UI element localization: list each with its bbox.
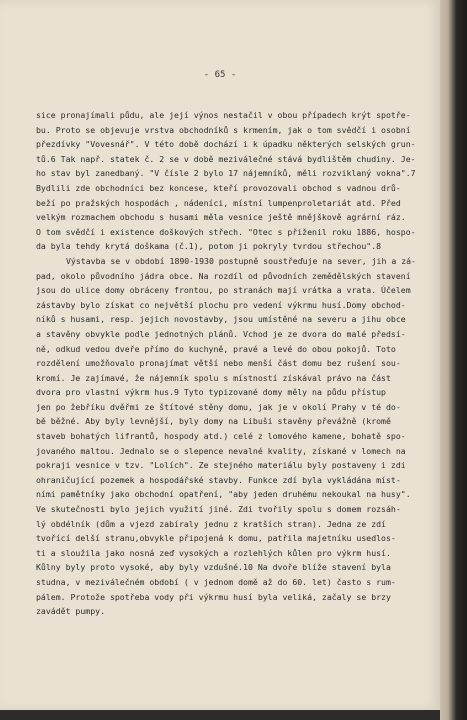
text-line: lý obdélník (dům a vjezd zabíraly jednu z kratších stran). Jedna ze zdí <box>36 518 386 529</box>
text-line: přezdívky "Vovesnář". V této době dochází i k úpadku některých selských grun- <box>36 139 416 150</box>
text-line: sice pronajímali půdu, ale její výnos nestačil v obou případech krýt spotře- <box>36 110 411 120</box>
text-line: pad, okolo původního jádra obce. Na rozdíl od původních zemědělských stavení <box>36 270 411 281</box>
text-line: Ve skutečnosti bylo jejich využití jiné. Zdi tvořily spolu s domem rozsáh- <box>36 504 401 515</box>
text-line: jsou do ulice domy obráceny frontou, po stranách mají vrátka a vrata. Účelem <box>36 285 411 296</box>
text-line: studna, v meziválečném období ( v jednom domě až do 60. let) často s rum- <box>36 577 396 587</box>
text-line: beží po pražských hospodách , nádeníci, místní lumpenproletariát atd. Před <box>36 197 401 208</box>
text-line: zástavby bylo získat co největší plochu pro vedení výkrmu husí.Domy obchod- <box>36 299 406 310</box>
text-line: zavádět pumpy. <box>36 606 106 617</box>
page-number: - 65 - <box>203 70 237 80</box>
text-line: jen po žebříku dvěřmi ze štítové stěny domu, jak je v okolí Prahy v té do- <box>36 401 401 412</box>
text-line: velkým rozmachem obchodu s husami měla vesnice ještě mnějškově agrární ráz. <box>36 212 406 223</box>
text-line: ti a sloužila jako nosná zeď vysokých a rozlehlých kůlen pro výkrm husí. <box>36 547 391 558</box>
text-line: O tom svědčí i existence doškových střech. "Otec s přiženil roku 1886, hospo- <box>36 226 416 237</box>
text-line: pokraji vesnice v tzv. "Lolích". Ze stejného materiálu byly postaveny i zdi <box>36 460 406 471</box>
text-line: tvořící delší stranu,obvykle připojená k domu, patřila majetníku usedlos- <box>36 533 396 544</box>
text-line: staveb bohatých lifrantů, hospody atd.) celé z lomového kamene, bohatě spo- <box>36 431 406 442</box>
text-line: da byla tehdy krytá doškama (č.1), potom ji pokryly tvrdou střechou".8 <box>36 241 382 252</box>
text-line: Výstavba se v období 1890-1930 postupně soustřeďuje na sever, jih a zá- <box>66 255 416 266</box>
text-line: ně, odkud vedou dveře přímo do kuchyně, pravé a levé do obou pokojů. Toto <box>36 343 396 354</box>
text-line: Bydlili zde obchodníci bez koncese, kteří provozovali obchod s vadnou drů- <box>36 182 401 193</box>
text-line: ními pamětníky jako obchodní opatření, "aby jeden druhému nekoukal na husy". <box>36 489 411 500</box>
text-line: a stavěny obvykle podle jednotných plánů. Vchod je ze dvora do malé předsí- <box>36 328 406 339</box>
page-edge <box>0 710 440 720</box>
book-spine <box>440 0 467 720</box>
text-line: kromí. Je zajímavé, že nájemník spolu s místností získával právo na část <box>36 372 391 383</box>
text-line: ho stav byl zanedbaný. "V čísle 2 bylo 17 nájemníků, měli rozviklaný vokna".7 <box>36 168 416 179</box>
text-line: dvora pro vlastní výkrm hus.9 Tyto typizované domy měly na půdu přístup <box>36 387 386 398</box>
text-line: bě běžné. Aby byly levnější, byly domy na Libuši stavěny převážně (kromě <box>36 416 391 427</box>
text-line: tů.6 Tak např. statek č. 2 se v době meziválečné stává bydlištěm chudiny. Je- <box>36 153 416 164</box>
text-line: bu. Proto se objevuje vrstva obchodníků s krmením, jak o tom svědčí i osobní <box>36 124 411 135</box>
text-line: níků s husami, resp. jejich novostavby, jsou umístěné na severu a jihu obce <box>36 314 406 325</box>
text-line: ohraničující pozemek a hospodářské stavby. Funkce zdí byla vykládána míst- <box>36 474 401 485</box>
text-line: pálem. Protože spotřeba vody při výkrmu husí byla veliká, začaly se brzy <box>36 591 391 602</box>
text-line: rozdělení umožňovalo pronajímat větší nebo menší část domu bez rušení sou- <box>36 358 401 369</box>
text-line: jovaného maltou. Jednalo se o slepence nevalné kvality, získané v lomech na <box>36 445 406 456</box>
text-line: Kůlny byly proto vysoké, aby byly vzdušné.10 Na dvoře blíže stavení byla <box>36 562 391 573</box>
body-text <box>36 108 416 619</box>
